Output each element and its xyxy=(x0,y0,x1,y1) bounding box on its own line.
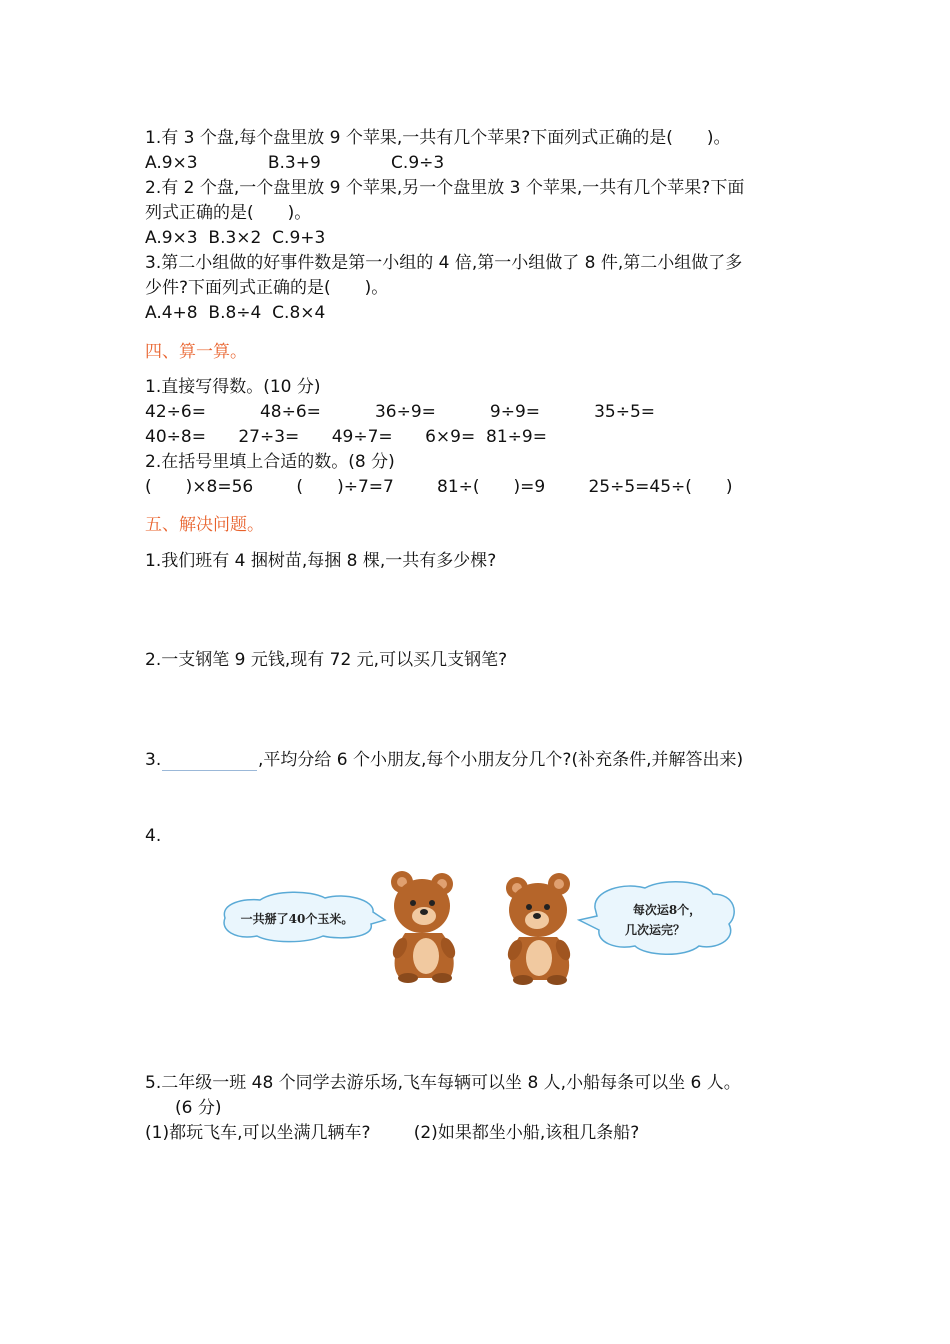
bubble-left-text: 一共掰了40个玉米。 xyxy=(240,912,354,926)
q1-text: 1.有 3 个盘,每个盘里放 9 个苹果,一共有几个苹果?下面列式正确的是( )。 xyxy=(145,128,731,148)
calc-prompt: 1.直接写得数。(10 分) xyxy=(145,377,321,397)
problem-3-text: ,平均分给 6 个小朋友,每个小朋友分几个?(补充条件,并解答出来) xyxy=(258,750,744,770)
problem-1: 1.我们班有 4 捆树苗,每捆 8 棵,一共有多少棵? xyxy=(145,551,497,571)
q3-options: A.4+8 B.8÷4 C.8×4 xyxy=(145,303,326,323)
speech-bubble-right xyxy=(579,882,734,955)
problem-5-line1: 5.二年级一班 48 个同学去游乐场,飞车每辆可以坐 8 人,小船每条可以坐 6 人。 xyxy=(145,1073,741,1093)
q2-text-line2: 列式正确的是( )。 xyxy=(145,203,312,223)
q3-text-line2: 少件?下面列式正确的是( )。 xyxy=(145,278,389,298)
problem-3-blank[interactable] xyxy=(162,770,257,771)
bear-left-icon xyxy=(390,871,458,983)
section5-title: 五、解决问题。 xyxy=(145,515,264,535)
fill-row: ( )×8=56 ( )÷7=7 81÷( )=9 25÷5=45÷( ) xyxy=(145,477,733,497)
q2-options: A.9×3 B.3×2 C.9+3 xyxy=(145,228,326,248)
bubble-right-line2: 几次运完？ xyxy=(624,923,686,937)
bears-illustration xyxy=(215,868,745,988)
problem-5-line2: (6 分) xyxy=(175,1098,222,1118)
calc-row-2: 40÷8= 27÷3= 49÷7= 6×9= 81÷9= xyxy=(145,427,547,447)
problem-3-number: 3. xyxy=(145,750,162,770)
q2-text-line1: 2.有 2 个盘,一个盘里放 9 个苹果,另一个盘里放 3 个苹果,一共有几个苹果?下面 xyxy=(145,178,745,198)
q3-text-line1: 3.第二小组做的好事件数是第一小组的 4 倍,第一小组做了 8 件,第二小组做了多 xyxy=(145,253,743,273)
problem-2: 2.一支钢笔 9 元钱,现有 72 元,可以买几支钢笔? xyxy=(145,650,508,670)
fill-prompt: 2.在括号里填上合适的数。(8 分) xyxy=(145,452,395,472)
q1-options: A.9×3 B.3+9 C.9÷3 xyxy=(145,153,445,173)
calc-row-1: 42÷6= 48÷6= 36÷9= 9÷9= 35÷5= xyxy=(145,402,656,422)
section4-title: 四、算一算。 xyxy=(145,342,247,362)
bear-right-icon xyxy=(505,873,573,985)
speech-bubble-left xyxy=(224,892,385,941)
problem-4-number: 4. xyxy=(145,826,162,846)
bubble-right-line1: 每次运8个， xyxy=(632,903,702,917)
problem-5-subquestions: (1)都玩飞车,可以坐满几辆车? (2)如果都坐小船,该租几条船? xyxy=(145,1123,640,1143)
